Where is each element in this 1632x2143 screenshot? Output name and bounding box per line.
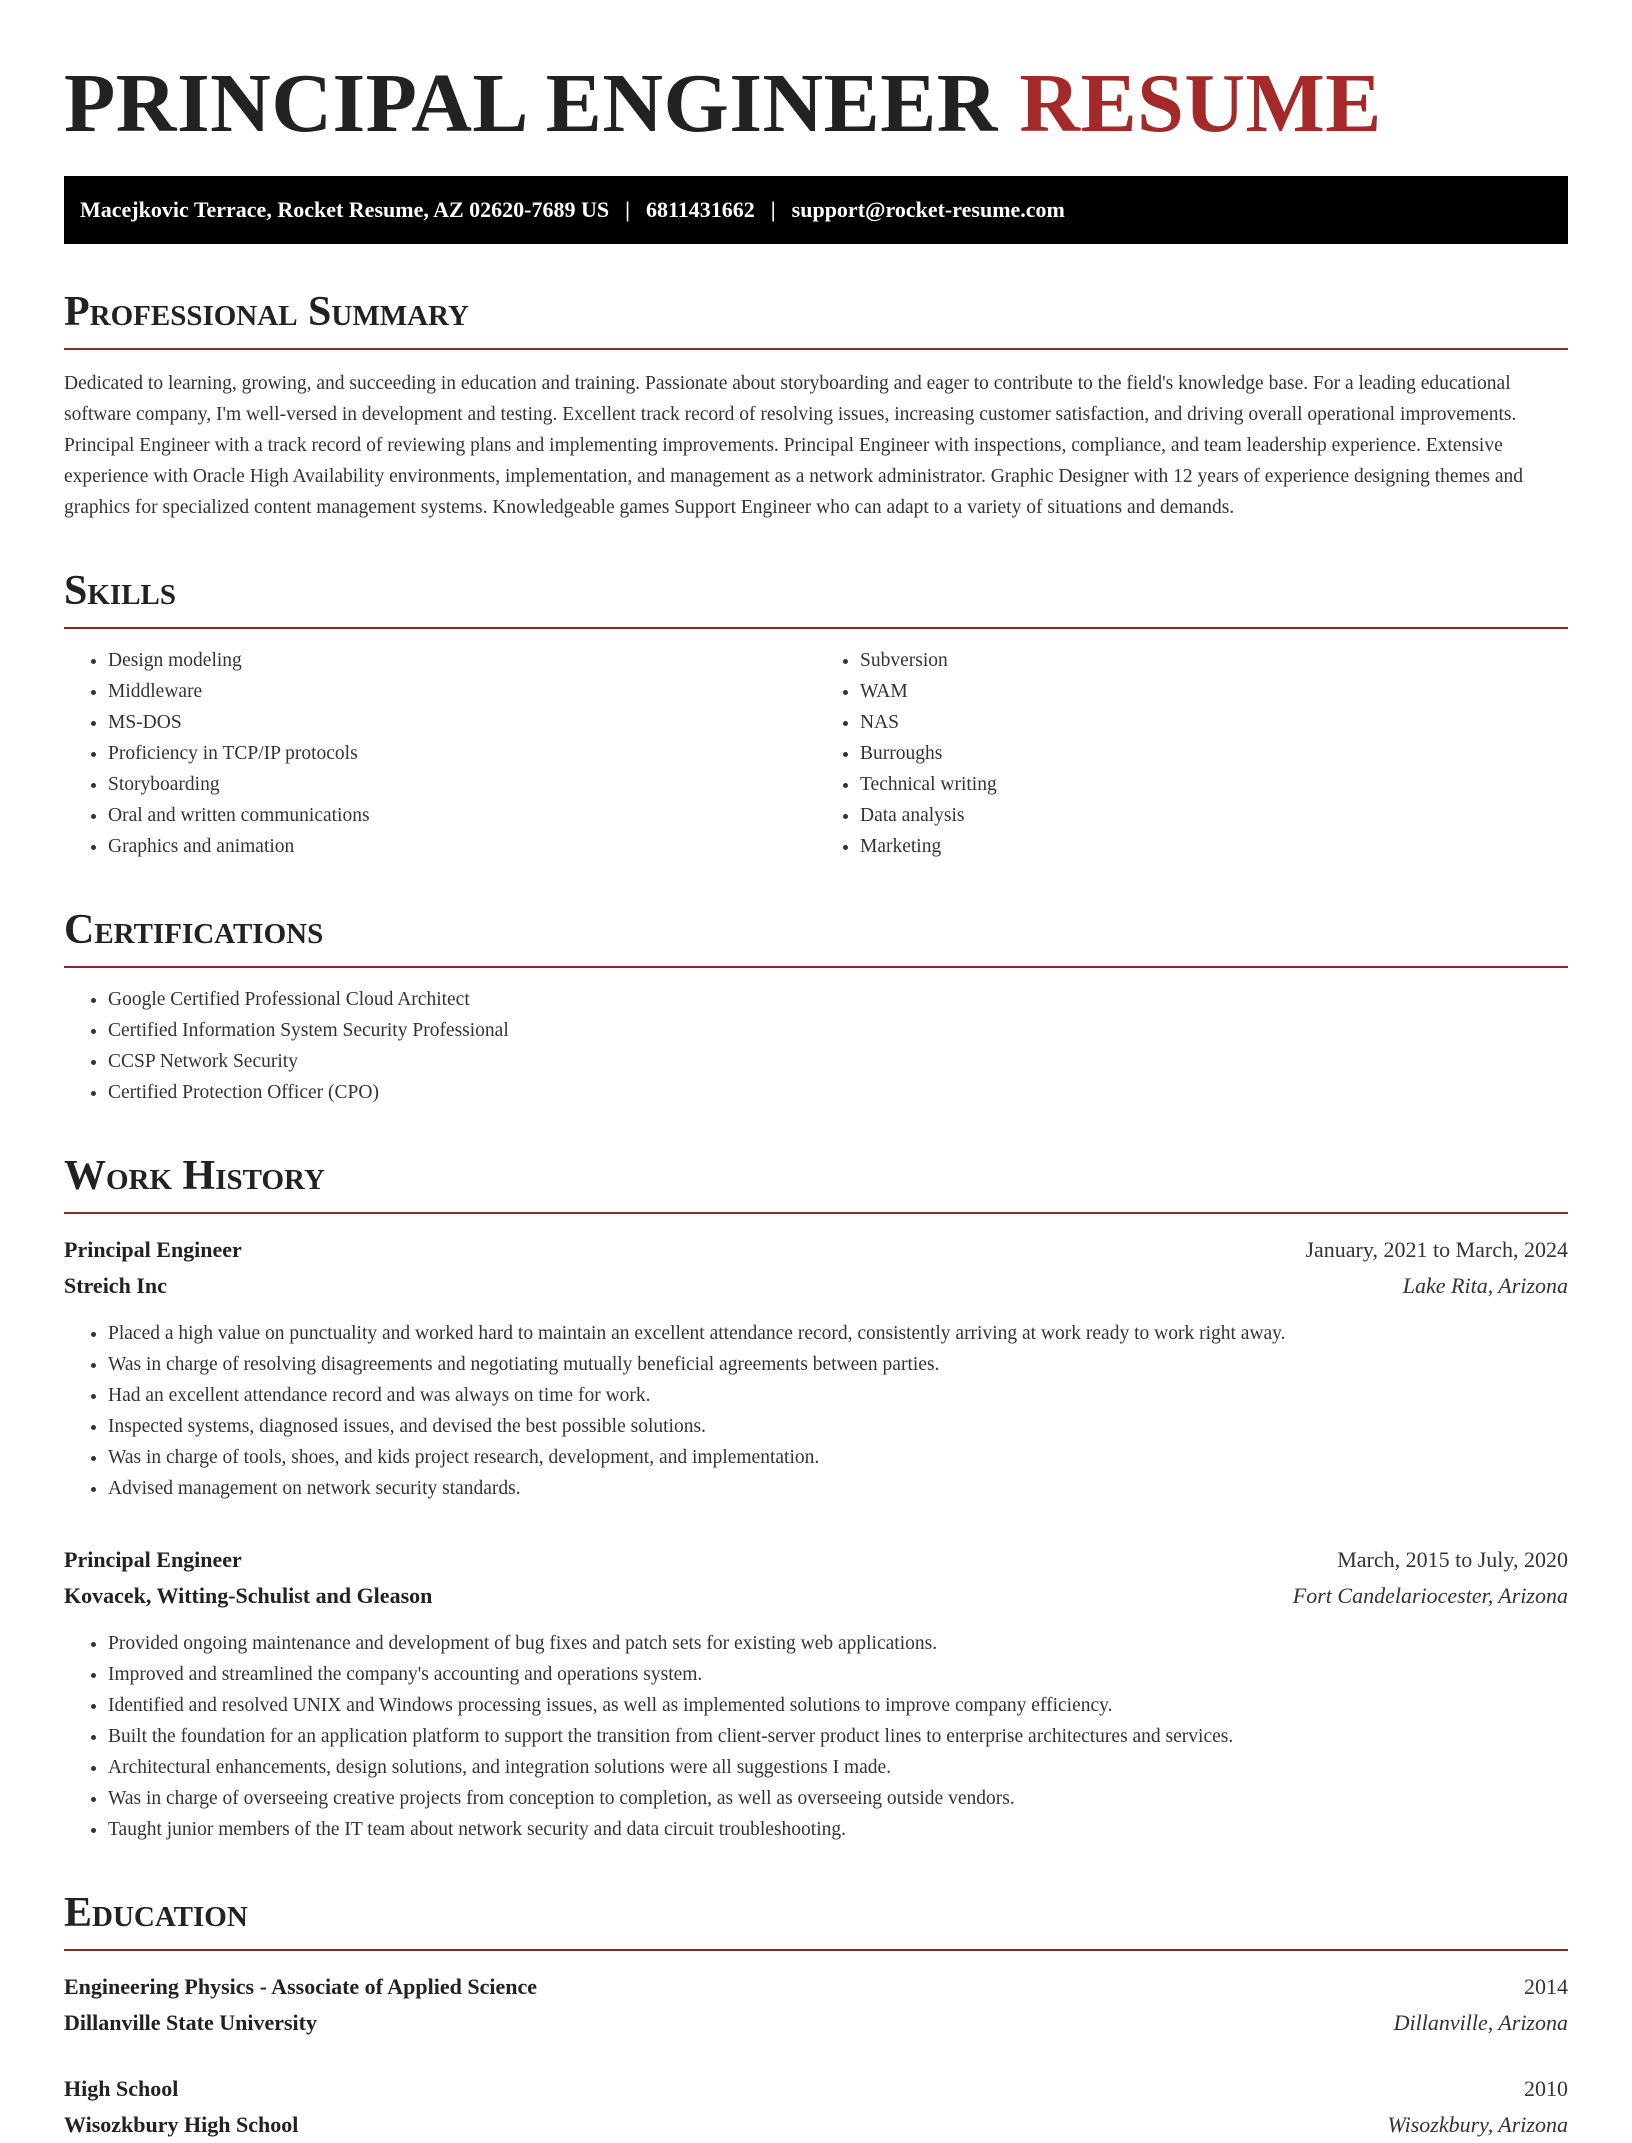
job-company: Kovacek, Witting-Schulist and Gleason (64, 1583, 433, 1608)
skill-item: • Marketing (860, 831, 1568, 862)
education-entry (64, 2071, 1568, 2143)
contact-phone: 6811431662 (646, 197, 755, 222)
job-duty-item: • Was in charge of resolving disagreements and negotiating mutually beneficial agreements between parties. (108, 1349, 1568, 1380)
contact-email: support@rocket-resume.com (791, 197, 1065, 222)
education-year: 2014 (1524, 1974, 1568, 1999)
job-title: Principal Engineer (64, 1547, 242, 1572)
job-duty-item: • Provided ongoing maintenance and development of bug fixes and patch sets for existing web applications. (108, 1628, 1568, 1659)
section-heading-skills: Skills (64, 567, 1568, 629)
job-company: Streich Inc (64, 1273, 167, 1298)
section-heading-summary: Professional Summary (64, 288, 1568, 350)
job-duty-item: • Advised management on network security standards. (108, 1473, 1568, 1504)
education-degree-row (64, 1969, 1568, 2005)
skill-item: • Graphics and animation (108, 831, 816, 862)
certification-item: • Certified Information System Security Professional (108, 1015, 1568, 1046)
job-title-row (64, 1232, 1568, 1268)
education-location: Dillanville, Arizona (1393, 2010, 1568, 2035)
certification-item: • CCSP Network Security (108, 1046, 1568, 1077)
job-location: Lake Rita, Arizona (1402, 1273, 1568, 1298)
job-company-row (64, 1578, 1568, 1614)
education-school-row (64, 2005, 1568, 2041)
education-location: Wisozkbury, Arizona (1387, 2112, 1568, 2137)
job-duty-item: • Was in charge of tools, shoes, and kids project research, development, and implementation. (108, 1442, 1568, 1473)
skill-item: • Proficiency in TCP/IP protocols (108, 738, 816, 769)
job-entry (64, 1232, 1568, 1504)
job-duties-list (64, 1318, 1568, 1504)
education-school-row (64, 2107, 1568, 2143)
certification-item: • Certified Protection Officer (CPO) (108, 1077, 1568, 1108)
skill-item: • Subversion (860, 645, 1568, 676)
job-dates: March, 2015 to July, 2020 (1337, 1547, 1568, 1572)
skill-item: • NAS (860, 707, 1568, 738)
title-accent: RESUME (1019, 57, 1382, 150)
skills-list-right (816, 645, 1568, 862)
education-school: Wisozkbury High School (64, 2112, 299, 2137)
job-dates: January, 2021 to March, 2024 (1305, 1237, 1568, 1262)
job-duty-item: • Identified and resolved UNIX and Windows processing issues, as well as implemented solutions to improve company efficiency. (108, 1690, 1568, 1721)
education-degree: High School (64, 2076, 179, 2101)
job-duty-item: • Taught junior members of the IT team about network security and data circuit troubleshooting. (108, 1814, 1568, 1845)
title-main: PRINCIPAL ENGINEER (64, 57, 998, 150)
contact-separator: | (625, 197, 630, 222)
skill-item: • Design modeling (108, 645, 816, 676)
resume-title (64, 48, 1568, 160)
certifications-section (64, 906, 1568, 1108)
summary-text: Dedicated to learning, growing, and succeeding in education and training. Passionate about storyboarding and eager to contribute to the field's knowledge base. For a leading educational software company, I'm well-versed in development and testing. Excellent track record of resolving issues, increasing customer satisfaction, and driving overall operational improvements. Principal Engineer with a track record of reviewing plans and implementing improvements. Principal Engineer with inspections, compliance, and team leadership experience. Extensive experience with Oracle High Availability environments, implementation, and management as a network administrator. Graphic Designer with 12 years of experience designing themes and graphics for specialized content management systems. Knowledgeable games Support Engineer who can adapt to a variety of situations and demands. (64, 373, 1523, 518)
certifications-list (64, 984, 1568, 1108)
contact-address: Macejkovic Terrace, Rocket Resume, AZ 02620-7689 US (80, 197, 610, 222)
job-duty-item: • Had an excellent attendance record and was always on time for work. (108, 1380, 1568, 1411)
job-title: Principal Engineer (64, 1237, 242, 1262)
education-entry (64, 1969, 1568, 2041)
education-section (64, 1889, 1568, 2143)
skills-section (64, 567, 1568, 862)
job-duty-item: • Was in charge of overseeing creative projects from conception to completion, as well as overseeing outside vendors. (108, 1783, 1568, 1814)
skill-item: • Oral and written communications (108, 800, 816, 831)
skill-item: • WAM (860, 676, 1568, 707)
section-heading-education: Education (64, 1889, 1568, 1951)
job-location: Fort Candelariocester, Arizona (1292, 1583, 1568, 1608)
skills-list-left (64, 645, 816, 862)
job-duty-item: • Improved and streamlined the company's accounting and operations system. (108, 1659, 1568, 1690)
job-duties-list (64, 1628, 1568, 1845)
skill-item: • Technical writing (860, 769, 1568, 800)
job-duty-item: • Built the foundation for an application platform to support the transition from client-server product lines to enterprise architectures and services. (108, 1721, 1568, 1752)
certification-item: • Google Certified Professional Cloud Architect (108, 984, 1568, 1015)
job-title-row (64, 1542, 1568, 1578)
job-entry (64, 1542, 1568, 1845)
skill-item: • Burroughs (860, 738, 1568, 769)
education-degree-row (64, 2071, 1568, 2107)
skills-grid (64, 629, 1568, 862)
section-heading-work-history: Work History (64, 1152, 1568, 1214)
skill-item: • Data analysis (860, 800, 1568, 831)
contact-bar (64, 176, 1568, 244)
professional-summary-section (64, 288, 1568, 523)
education-year: 2010 (1524, 2076, 1568, 2101)
job-duty-item: • Inspected systems, diagnosed issues, and devised the best possible solutions. (108, 1411, 1568, 1442)
job-duty-item: • Placed a high value on punctuality and worked hard to maintain an excellent attendance record, consistently arriving at work ready to work right away. (108, 1318, 1568, 1349)
section-heading-certifications: Certifications (64, 906, 1568, 968)
job-company-row (64, 1268, 1568, 1304)
skill-item: • Storyboarding (108, 769, 816, 800)
work-history-section (64, 1152, 1568, 1845)
job-duty-item: • Architectural enhancements, design solutions, and integration solutions were all suggestions I made. (108, 1752, 1568, 1783)
contact-separator: | (770, 197, 776, 222)
skill-item: • Middleware (108, 676, 816, 707)
education-degree: Engineering Physics - Associate of Applied Science (64, 1974, 537, 1999)
education-school: Dillanville State University (64, 2010, 317, 2035)
skill-item: • MS-DOS (108, 707, 816, 738)
